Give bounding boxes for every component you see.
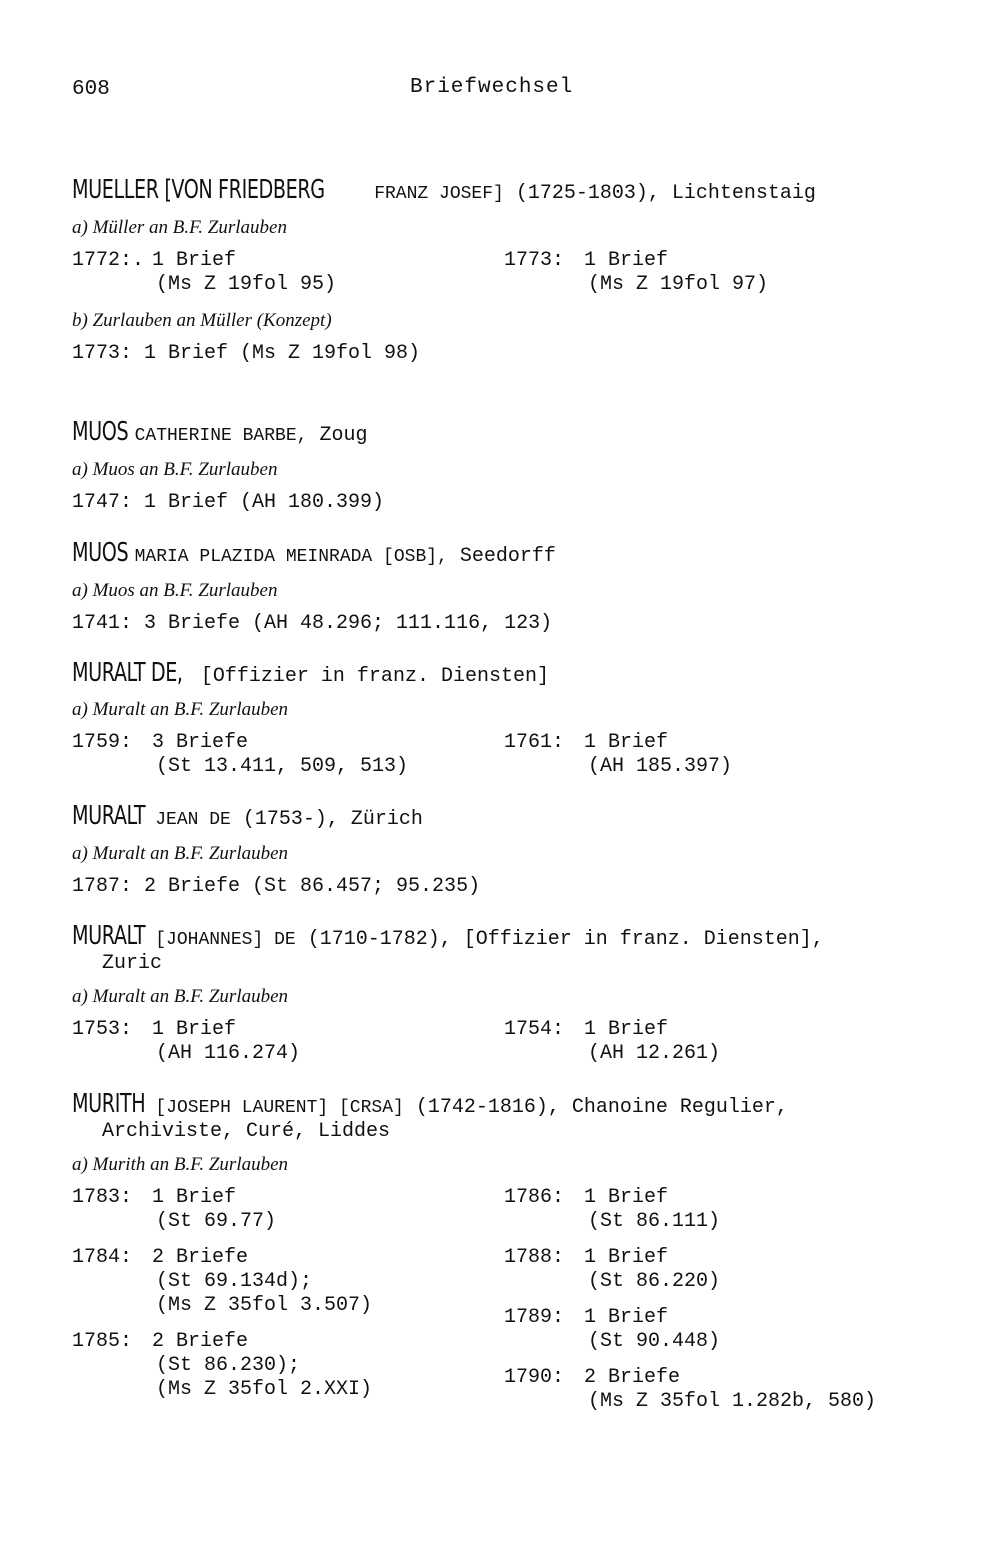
entry-name: MUOS bbox=[72, 417, 129, 447]
letter-item: 1754: 1 Brief (AH 12.261) bbox=[504, 1018, 721, 1065]
entry-heading bbox=[72, 538, 952, 570]
entry-details: Seedorff bbox=[459, 545, 556, 568]
entry-given-names: MARIA PLAZIDA MEINRADA [OSB], bbox=[134, 547, 448, 567]
letter-item: 1790: 2 Briefe (Ms Z 35fol 1.282b, 580) bbox=[504, 1366, 877, 1413]
letter-item: 1759: 3 Briefe (St 13.411, 509, 513) bbox=[72, 731, 409, 778]
entry-heading-continuation: Archiviste, Curé, Liddes bbox=[102, 1120, 391, 1143]
entry-details: (1725-1803), Lichtenstaig bbox=[515, 182, 816, 205]
letter-columns bbox=[72, 249, 952, 297]
entry-given-names: CATHERINE BARBE, bbox=[134, 426, 308, 446]
section-a-label: a) Murith an B.F. Zurlauben bbox=[72, 1154, 289, 1175]
letter-line: 1787: 2 Briefe (St 86.457; 95.235) bbox=[72, 875, 481, 898]
letter-item: 1783: 1 Brief (St 69.77) bbox=[72, 1186, 277, 1233]
section-a-label: a) Müller an B.F. Zurlauben bbox=[72, 217, 287, 238]
entry-heading-continuation: Zuric bbox=[102, 952, 163, 975]
letter-item: 1772:. 1 Brief (Ms Z 19fol 95) bbox=[72, 249, 337, 296]
entry-details: Zoug bbox=[319, 424, 368, 447]
entry-name: MUELLER [VON FRIEDBERG bbox=[72, 175, 325, 205]
entry-name: MURALT bbox=[72, 801, 146, 831]
entry-name: MURITH bbox=[72, 1089, 146, 1119]
entry-given-names: [JOSEPH LAURENT] [CRSA] bbox=[155, 1098, 404, 1118]
entry-heading bbox=[72, 801, 952, 833]
section-a-label: a) Muralt an B.F. Zurlauben bbox=[72, 986, 289, 1007]
entry-heading bbox=[72, 921, 952, 953]
section-a-label: a) Muralt an B.F. Zurlauben bbox=[72, 699, 289, 720]
letter-item: 1786: 1 Brief (St 86.111) bbox=[504, 1186, 721, 1233]
letter-item: 1789: 1 Brief (St 90.448) bbox=[504, 1306, 721, 1353]
letter-columns bbox=[72, 1018, 952, 1066]
letter-columns bbox=[72, 731, 952, 779]
letter-line: 1741: 3 Briefe (AH 48.296; 111.116, 123) bbox=[72, 612, 553, 635]
entry-name: MURALT DE, bbox=[72, 658, 183, 688]
entry-heading bbox=[72, 175, 952, 207]
letter-columns bbox=[72, 1186, 952, 1414]
letter-line: 1773: 1 Brief (Ms Z 19fol 98) bbox=[72, 342, 421, 365]
letter-item: 1785: 2 Briefe (St 86.230); (Ms Z 35fol 2.XXI) bbox=[72, 1330, 373, 1401]
entry-details: (1710-1782), [Offizier in franz. Diensten], bbox=[307, 928, 824, 951]
section-a-label: a) Muos an B.F. Zurlauben bbox=[72, 459, 278, 480]
entry-name: MUOS bbox=[72, 538, 129, 568]
letter-item: 1753: 1 Brief (AH 116.274) bbox=[72, 1018, 301, 1065]
letter-item: 1773: 1 Brief (Ms Z 19fol 97) bbox=[504, 249, 769, 296]
entry-details: [Offizier in franz. Diensten] bbox=[200, 665, 549, 688]
section-b-label: b) Zurlauben an Müller (Konzept) bbox=[72, 310, 332, 331]
page-number: 608 bbox=[72, 78, 110, 101]
entry-muralt-jean bbox=[72, 801, 952, 899]
entry-muralt-johannes bbox=[72, 921, 952, 1066]
entry-given-names: JEAN DE bbox=[155, 810, 231, 830]
letter-item: 1761: 1 Brief (AH 185.397) bbox=[504, 731, 733, 778]
section-a-label: a) Muralt an B.F. Zurlauben bbox=[72, 843, 289, 864]
entry-heading bbox=[72, 417, 952, 449]
entry-muralt-de bbox=[72, 658, 952, 779]
letter-item: 1788: 1 Brief (St 86.220) bbox=[504, 1246, 721, 1293]
entry-muos-maria bbox=[72, 538, 952, 636]
section-a-label: a) Muos an B.F. Zurlauben bbox=[72, 580, 278, 601]
entry-details: (1753-), Zürich bbox=[242, 808, 423, 831]
entry-mueller bbox=[72, 175, 952, 366]
entry-heading bbox=[72, 658, 952, 689]
entry-given-names: [JOHANNES] DE bbox=[155, 930, 296, 950]
letter-item: 1784: 2 Briefe (St 69.134d); (Ms Z 35fol 3.507) bbox=[72, 1246, 373, 1317]
entry-murith bbox=[72, 1089, 952, 1414]
entry-details: (1742-1816), Chanoine Regulier, bbox=[415, 1096, 788, 1119]
running-head: Briefwechsel bbox=[410, 76, 574, 99]
entry-muos-catherine bbox=[72, 417, 952, 515]
letter-line: 1747: 1 Brief (AH 180.399) bbox=[72, 491, 385, 514]
entry-given-names: FRANZ JOSEF] bbox=[374, 184, 504, 204]
entry-heading bbox=[72, 1089, 952, 1121]
entry-name: MURALT bbox=[72, 921, 146, 951]
